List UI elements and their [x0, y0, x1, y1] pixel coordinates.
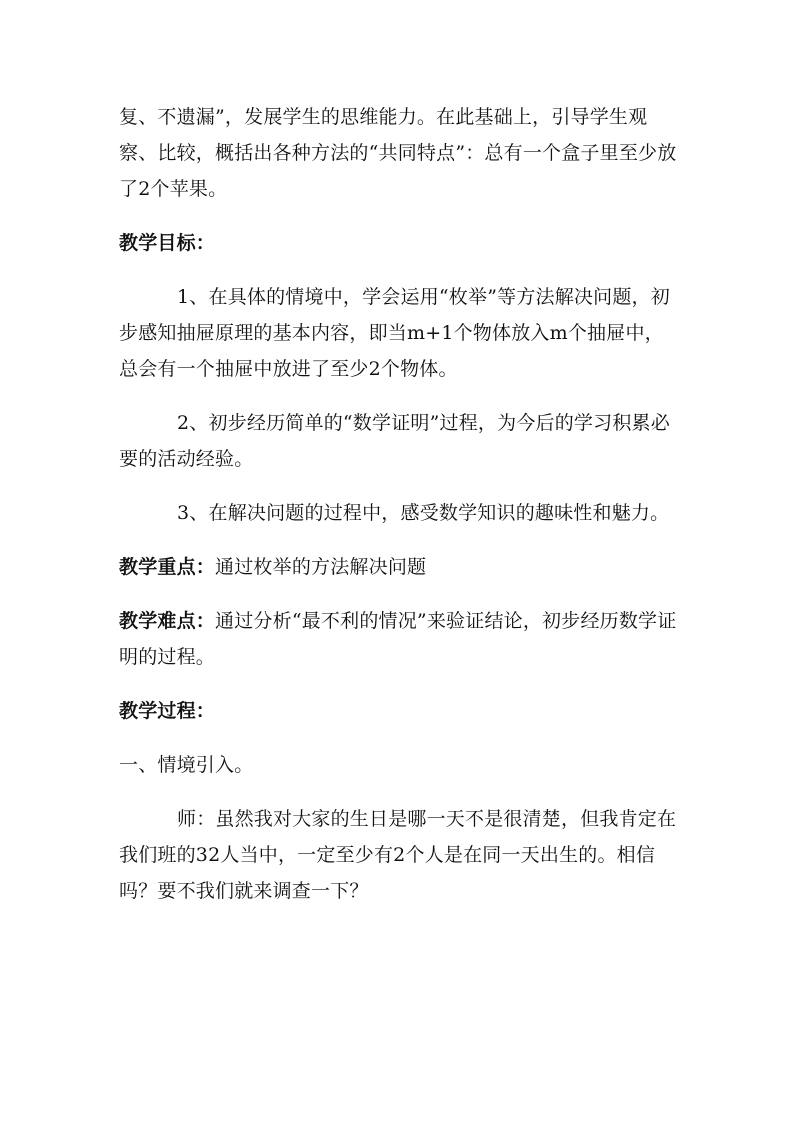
teacher-dialogue: 师：虽然我对大家的生日是哪一天不是很清楚，但我肯定在我们班的32人当中，一定至少有2个人是在同一天出生的。相信吗？要不我们就来调查一下？	[119, 808, 677, 902]
difficulty-label: 教学难点：	[119, 610, 216, 632]
key-point-text: 通过枚举的方法解决问题	[215, 556, 427, 578]
difficulty-text: 通过分析“最不利的情况”来验证结论，初步经历数学证明的过程。	[119, 610, 677, 668]
document-content	[119, 99, 679, 927]
objective-3: 3、在解决问题的过程中，感受数学知识的趣味性和魅力。	[177, 502, 670, 524]
objectives-heading: 教学目标：	[119, 232, 216, 254]
section-1-title: 一、情境引入。	[119, 754, 254, 776]
key-point-label: 教学重点：	[119, 556, 216, 578]
objective-2: 2、初步经历简单的“数学证明”过程，为今后的学习积累必要的活动经验。	[119, 412, 670, 470]
difficulty-paragraph	[119, 603, 679, 675]
key-point-paragraph	[119, 549, 679, 585]
intro-paragraph: 复、不遗漏”，发展学生的思维能力。在此基础上，引导学生观察、比较，概括出各种方法的“共同特点”：总有一个盒子里至少放了2个苹果。	[119, 106, 677, 200]
process-heading: 教学过程：	[119, 700, 216, 722]
objective-1: 1、在具体的情境中，学会运用“枚举”等方法解决问题，初步感知抽屉原理的基本内容，即当m+1个物体放入m个抽屉中，总会有一个抽屉中放进了至少2个物体。	[119, 286, 670, 380]
